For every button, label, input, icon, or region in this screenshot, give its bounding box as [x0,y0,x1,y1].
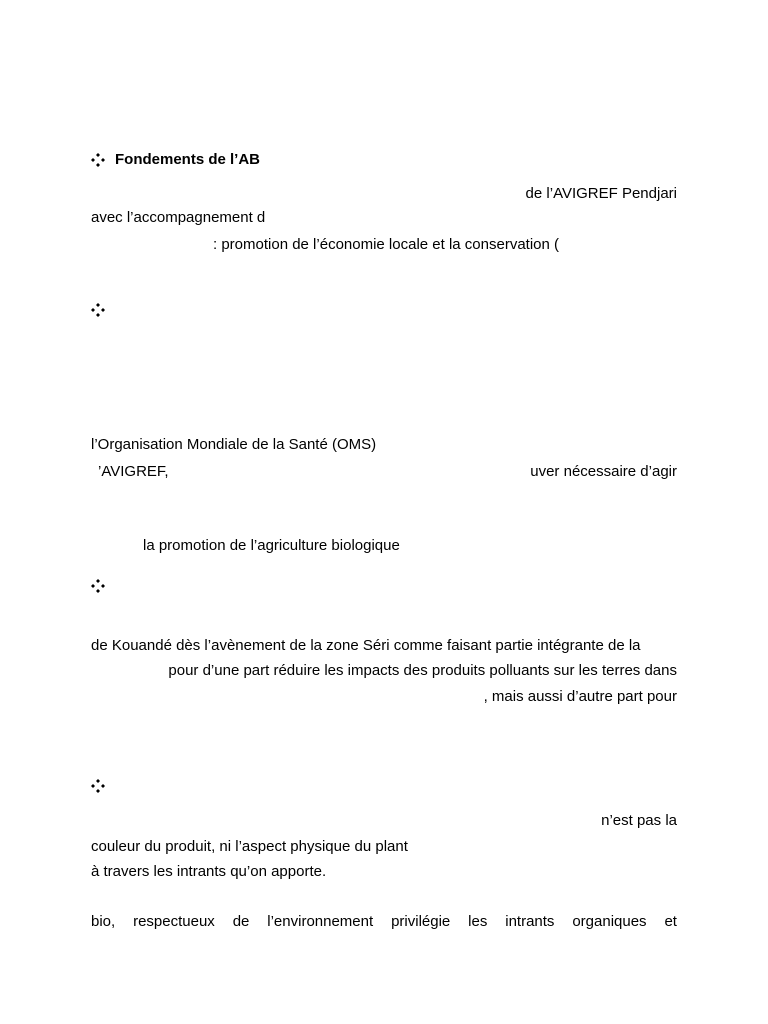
word: organiques [572,913,647,930]
bullet-diamond-icon [91,153,105,167]
text-line: la promotion de l’agriculture biologique [143,537,400,554]
word: l’environnement [267,913,374,930]
word: privilégie [391,913,451,930]
text-line: uver nécessaire d’agir [530,463,677,480]
text-line: couleur du produit, ni l’aspect physique du plant [91,838,408,855]
text-line: avec l’accompagnement d [91,209,266,226]
text-line: de l’AVIGREF Pendjari [525,185,677,202]
word: et [664,913,677,930]
word: les [468,913,488,930]
bullet-diamond-icon [91,303,105,317]
word: intrants [505,913,555,930]
section-heading: Fondements de l’AB [115,151,261,168]
word: respectueux [133,913,215,930]
bullet-diamond-icon [91,579,105,593]
justified-text-line [91,913,677,931]
bullet-diamond-icon [91,779,105,793]
word: de [232,913,250,930]
word: bio, [91,913,116,930]
text-line: n’est pas la [601,812,677,829]
text-line: : promotion de l’économie locale et la conservation ( [213,236,560,253]
text-line: l’Organisation Mondiale de la Santé (OMS) [91,436,377,453]
text-line: de Kouandé dès l’avènement de la zone Séri comme faisant partie intégrante de la [91,637,641,654]
text-line: , mais aussi d’autre part pour [483,688,677,705]
text-line: à travers les intrants qu’on apporte. [91,863,327,880]
text-line: pour d’une part réduire les impacts des produits polluants sur les terres dans [168,662,677,679]
text-line: ’AVIGREF, [98,463,169,480]
